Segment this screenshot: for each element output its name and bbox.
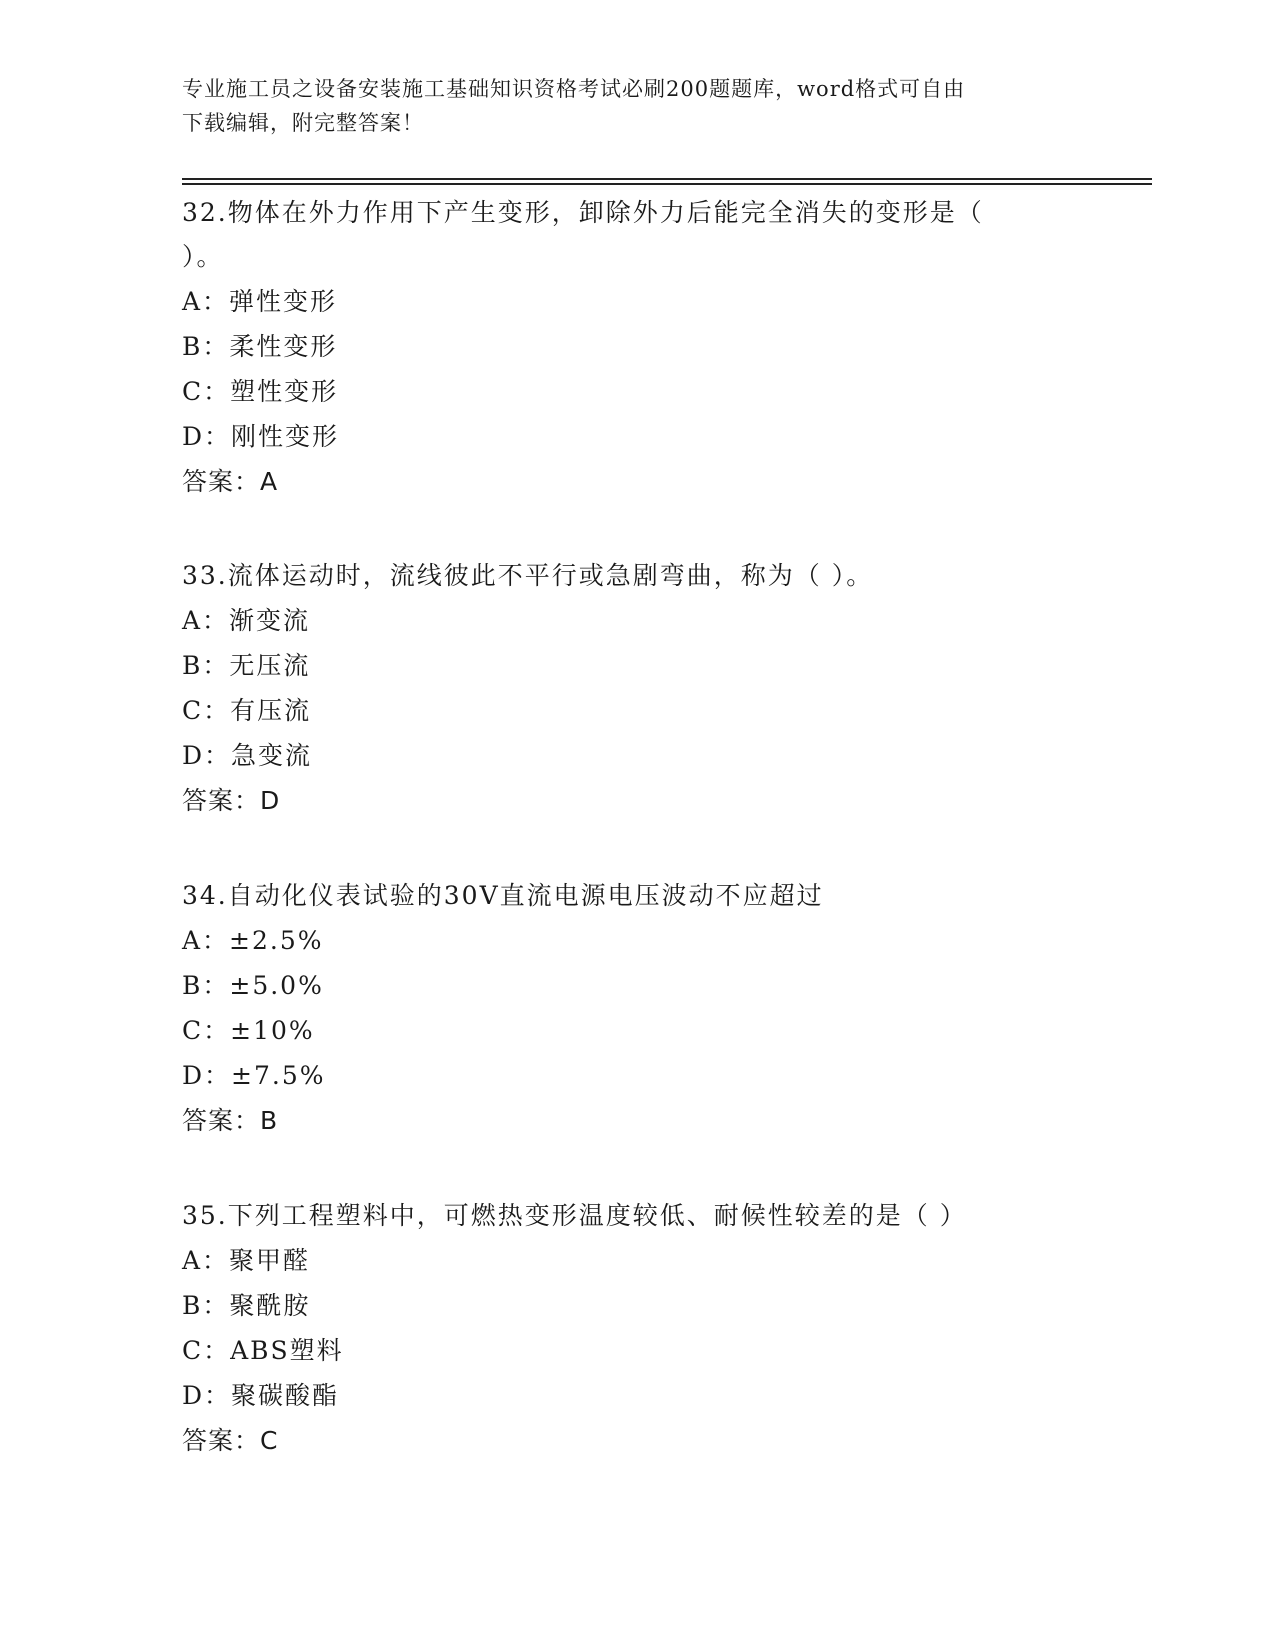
option-b: B：柔性变形 xyxy=(182,332,338,361)
question-33 xyxy=(182,554,1062,823)
question-32 xyxy=(182,191,1062,504)
header-divider-top xyxy=(182,178,1152,180)
option-c: C：±10% xyxy=(182,1016,315,1045)
option-a: A：±2.5% xyxy=(182,926,324,955)
answer: 答案：A xyxy=(182,467,279,496)
question-stem: 34.自动化仪表试验的30V直流电源电压波动不应超过 xyxy=(182,881,824,910)
option-a: A：渐变流 xyxy=(182,606,311,635)
option-b: B：±5.0% xyxy=(182,971,324,1000)
question-stem: 33.流体运动时，流线彼此不平行或急剧弯曲，称为（ ）。 xyxy=(182,561,874,590)
option-d: D：急变流 xyxy=(182,741,313,770)
header-divider-bottom xyxy=(182,183,1152,185)
option-c: C：ABS塑料 xyxy=(182,1336,344,1365)
option-b: B：聚酰胺 xyxy=(182,1291,311,1320)
question-stem-continued: ）。 xyxy=(182,242,224,271)
header-line-1: 专业施工员之设备安装施工基础知识资格考试必刷200题题库，word格式可自由 xyxy=(182,77,966,101)
option-d: D：±7.5% xyxy=(182,1061,326,1090)
answer: 答案：C xyxy=(182,1426,279,1455)
option-a: A：聚甲醛 xyxy=(182,1246,311,1275)
option-c: C：塑性变形 xyxy=(182,377,339,406)
answer: 答案：B xyxy=(182,1106,279,1135)
option-a: A：弹性变形 xyxy=(182,287,338,316)
header-line-2: 下载编辑，附完整答案！ xyxy=(182,111,424,135)
option-d: D：刚性变形 xyxy=(182,422,340,451)
question-35 xyxy=(182,1194,1062,1463)
option-c: C：有压流 xyxy=(182,696,312,725)
answer: 答案：D xyxy=(182,786,281,815)
option-b: B：无压流 xyxy=(182,651,311,680)
option-d: D：聚碳酸酯 xyxy=(182,1381,340,1410)
question-34 xyxy=(182,874,1062,1143)
question-stem: 35.下列工程塑料中，可燃热变形温度较低、耐候性较差的是（ ） xyxy=(182,1201,967,1230)
document-header xyxy=(182,72,1062,140)
question-stem: 32.物体在外力作用下产生变形，卸除外力后能完全消失的变形是（ xyxy=(182,198,984,227)
